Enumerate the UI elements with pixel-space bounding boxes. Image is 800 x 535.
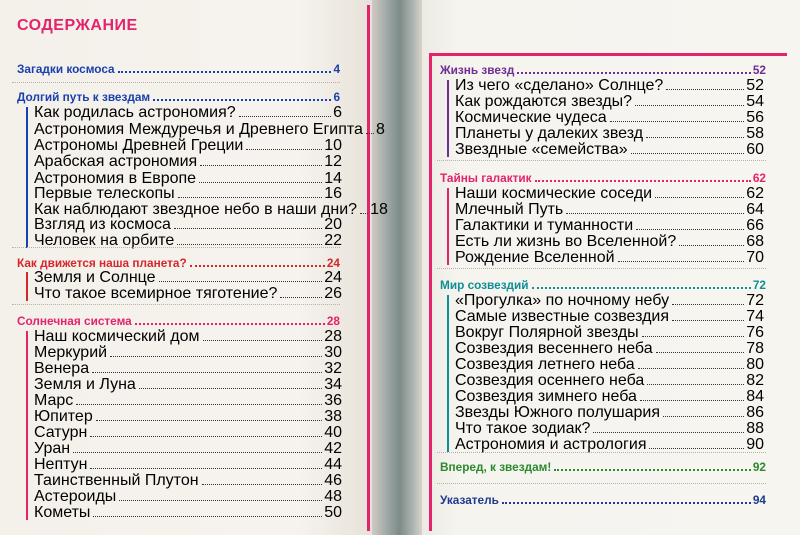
page-number: 54 [746, 93, 764, 110]
page-number: 80 [746, 356, 764, 373]
entry-title: Звезды Южного полушария [455, 404, 661, 421]
entry-title: Галактики и туманности [455, 217, 634, 234]
entry-title: Как родилась астрономия? [34, 104, 236, 121]
entry-title: Что такое всемирное тяготение? [34, 285, 278, 302]
page-number: 78 [746, 340, 764, 357]
contents-heading: СОДЕРЖАНИЕ [17, 17, 138, 34]
section-title: Указатель [440, 493, 499, 507]
dot-leader [203, 340, 323, 341]
entry-title: Из чего «сделано» Солнце? [455, 77, 664, 94]
dot-leader [190, 265, 325, 267]
dot-leader [110, 356, 322, 357]
page-number: 64 [746, 201, 764, 218]
entry-row [455, 111, 764, 125]
entry-row [455, 251, 764, 265]
entry-row [455, 143, 764, 157]
entry-title: Кометы [34, 504, 91, 521]
dot-leader [649, 448, 744, 449]
entry-row [34, 346, 342, 360]
entry-row [455, 310, 764, 324]
entry-row [34, 442, 342, 456]
dot-leader [566, 213, 744, 214]
page-number: 42 [324, 440, 342, 457]
dot-leader [177, 244, 322, 245]
section-row [440, 278, 766, 292]
page-number: 6 [333, 90, 340, 104]
entry-title: Рождение Вселенной [455, 249, 615, 266]
dot-leader [159, 281, 323, 282]
entry-row [34, 410, 342, 424]
page-number: 48 [324, 488, 342, 505]
section-divider [12, 247, 340, 248]
entry-row [34, 121, 385, 138]
entry-title: Вокруг Полярной звезды [455, 324, 639, 341]
entry-title: Венера [34, 360, 90, 377]
entry-row [34, 155, 342, 169]
dot-leader [246, 149, 322, 150]
section-side-bar [447, 80, 449, 157]
entry-row [34, 378, 342, 392]
dot-leader [647, 384, 744, 385]
section-divider [437, 452, 766, 453]
entry-row [34, 106, 342, 120]
entry-title: Меркурий [34, 344, 108, 361]
entry-row [34, 187, 342, 201]
entry-title: Что такое зодиак? [455, 420, 591, 437]
page-number: 10 [324, 137, 342, 154]
dot-leader [202, 484, 323, 485]
section-side-bar [447, 188, 449, 265]
page-number: 70 [746, 249, 764, 266]
entry-title: Астрономия Междуречья и Древнего Египта [34, 121, 363, 138]
entry-title: Астрономия в Европе [34, 170, 197, 187]
entry-row [34, 474, 342, 488]
entry-row [34, 139, 342, 153]
entry-title: Есть ли жизнь во Вселенной? [455, 233, 677, 250]
page-number: 74 [746, 308, 764, 325]
section-divider [437, 483, 766, 484]
entry-title: Как рождаются звезды? [455, 93, 633, 110]
section-title: Мир созвездий [440, 278, 529, 292]
dot-leader [153, 99, 331, 101]
dot-leader [656, 352, 745, 353]
section-title: Тайны галактик [440, 171, 532, 185]
entry-title: Как наблюдают звездное небо в наши дни? [34, 201, 358, 218]
page-number: 60 [746, 141, 764, 158]
page-number: 82 [746, 372, 764, 389]
dot-leader [174, 228, 322, 229]
entry-title: Арабская астрономия [34, 153, 198, 170]
book-spine [372, 0, 422, 535]
entry-row [34, 271, 342, 285]
entry-title: Самые известные созвездия [455, 308, 669, 325]
dot-leader [666, 89, 744, 90]
entry-row [455, 390, 764, 404]
entry-row [34, 490, 342, 504]
entry-row [34, 234, 342, 248]
page-number: 44 [324, 456, 342, 473]
entry-title: Таинственный Плутон [34, 472, 199, 489]
entry-title: Земля и Солнце [34, 269, 156, 286]
section-row [17, 90, 340, 104]
entry-row [455, 406, 764, 420]
page-number: 20 [324, 216, 342, 233]
dot-leader [135, 323, 325, 325]
entry-row [455, 326, 764, 340]
dot-leader [360, 213, 368, 214]
entry-row [34, 362, 342, 376]
dot-leader [92, 372, 322, 373]
entry-title: Астрономы Древней Греции [34, 137, 244, 154]
entry-title: «Прогулка» по ночному небу [455, 292, 670, 309]
page-number: 56 [746, 109, 764, 126]
page-number: 92 [752, 460, 766, 474]
page-number: 24 [326, 256, 340, 270]
page-number: 28 [326, 314, 340, 328]
dot-leader [642, 336, 745, 337]
entry-title: Млечный Путь [455, 201, 564, 218]
dot-leader [239, 116, 331, 117]
section-side-bar [26, 107, 28, 248]
dot-leader [636, 229, 744, 230]
page-number: 76 [746, 324, 764, 341]
entry-title: Звездные «семейства» [455, 141, 628, 158]
entry-row [34, 458, 342, 472]
page-number: 84 [746, 388, 764, 405]
dot-leader [640, 400, 744, 401]
page-number: 12 [324, 153, 342, 170]
section-divider [12, 82, 340, 83]
page-number: 38 [324, 408, 342, 425]
page-number: 68 [746, 233, 764, 250]
section-side-bar [26, 331, 28, 520]
entry-row [34, 426, 342, 440]
entry-title: Космические чудеса [455, 109, 607, 126]
page-number: 46 [324, 472, 342, 489]
entry-title: Марс [34, 392, 74, 409]
entry-title: Астероиды [34, 488, 117, 505]
entry-title: Планеты у далеких звезд [455, 125, 644, 142]
dot-leader [139, 388, 322, 389]
section-title: Как движется наша планета? [17, 256, 187, 270]
entry-row [34, 201, 388, 218]
page-number: 72 [746, 292, 764, 309]
dot-leader [532, 287, 751, 289]
section-title: Долгий путь к звездам [17, 90, 151, 104]
section-row [440, 171, 766, 185]
entry-title: Уран [34, 440, 71, 457]
section-divider [437, 160, 766, 161]
dot-leader [679, 245, 744, 246]
section-side-bar [26, 272, 28, 301]
section-title: Загадки космоса [17, 62, 115, 76]
dot-leader [554, 469, 751, 471]
dot-leader [672, 304, 744, 305]
page-number: 34 [324, 376, 342, 393]
dot-leader [90, 468, 322, 469]
entry-row [455, 95, 764, 109]
entry-row [34, 506, 342, 520]
page-number: 8 [375, 121, 385, 138]
dot-leader [593, 432, 744, 433]
section-row [17, 62, 340, 76]
page-number: 90 [746, 436, 764, 453]
dot-leader [618, 261, 745, 262]
entry-row [455, 187, 764, 201]
page-number: 18 [370, 201, 388, 218]
entry-row [455, 374, 764, 388]
entry-row [34, 172, 342, 186]
page-number: 62 [746, 185, 764, 202]
section-side-bar [447, 295, 449, 452]
entry-row [455, 342, 764, 356]
section-title: Солнечная система [17, 314, 132, 328]
dot-leader [118, 71, 332, 73]
entry-row [455, 358, 764, 372]
page-number: 16 [324, 185, 342, 202]
section-title: Вперед, к звездам! [440, 460, 552, 474]
section-row [440, 493, 766, 507]
entry-row [455, 127, 764, 141]
dot-leader [672, 320, 744, 321]
section-row [440, 460, 766, 474]
page-number: 36 [324, 392, 342, 409]
dot-leader [631, 153, 745, 154]
page-number: 58 [746, 125, 764, 142]
dot-leader [535, 180, 751, 182]
page-number: 50 [324, 504, 342, 521]
dot-leader [93, 516, 322, 517]
dot-leader [76, 404, 322, 405]
entry-row [34, 287, 342, 301]
dot-leader [635, 105, 744, 106]
dot-leader [119, 500, 322, 501]
page-number: 26 [324, 285, 342, 302]
dot-leader [663, 416, 744, 417]
section-row [17, 256, 340, 270]
entry-row [455, 294, 764, 308]
entry-title: Созвездия осеннего неба [455, 372, 645, 389]
entry-title: Нептун [34, 456, 88, 473]
dot-leader [655, 197, 744, 198]
section-divider [437, 268, 766, 269]
entry-row [34, 330, 342, 344]
entry-title: Взгляд из космоса [34, 216, 171, 233]
entry-row [34, 394, 342, 408]
entry-row [455, 438, 764, 452]
page-number: 52 [746, 77, 764, 94]
page-number: 94 [752, 493, 766, 507]
dot-leader [200, 165, 322, 166]
section-row [440, 63, 766, 77]
entry-row [455, 422, 764, 436]
entry-title: Созвездия весеннего неба [455, 340, 653, 357]
entry-title: Созвездия летнего неба [455, 356, 635, 373]
page-number: 4 [333, 62, 340, 76]
entry-row [455, 203, 764, 217]
page-number: 66 [746, 217, 764, 234]
dot-leader [502, 502, 751, 504]
dot-leader [638, 368, 745, 369]
entry-row [455, 219, 764, 233]
entry-title: Сатурн [34, 424, 88, 441]
page-number: 72 [752, 278, 766, 292]
section-divider [12, 304, 340, 305]
entry-title: Первые телескопы [34, 185, 175, 202]
dot-leader [73, 452, 322, 453]
page-number: 88 [746, 420, 764, 437]
page-number: 32 [324, 360, 342, 377]
section-row [17, 314, 340, 328]
entry-row [455, 235, 764, 249]
page-number: 52 [752, 63, 766, 77]
page-number: 62 [752, 171, 766, 185]
page-number: 30 [324, 344, 342, 361]
dot-leader [366, 133, 374, 134]
page-number: 6 [333, 104, 342, 121]
page-number: 22 [324, 232, 342, 249]
page-number: 14 [324, 170, 342, 187]
dot-leader [199, 182, 322, 183]
dot-leader [610, 121, 745, 122]
dot-leader [178, 197, 323, 198]
dot-leader [646, 137, 744, 138]
dot-leader [517, 72, 751, 74]
section-title: Жизнь звезд [440, 63, 515, 77]
page-number: 28 [324, 328, 342, 345]
dot-leader [96, 420, 322, 421]
entry-title: Наш космический дом [34, 328, 200, 345]
dot-leader [90, 436, 322, 437]
entry-row [34, 218, 342, 232]
entry-title: Созвездия зимнего неба [455, 388, 637, 405]
entry-title: Человек на орбите [34, 232, 175, 249]
entry-title: Юпитер [34, 408, 93, 425]
page-number: 40 [324, 424, 342, 441]
entry-title: Астрономия и астрология [455, 436, 647, 453]
entry-title: Наши космические соседи [455, 185, 653, 202]
page-number: 24 [324, 269, 342, 286]
page-number: 86 [746, 404, 764, 421]
entry-title: Земля и Луна [34, 376, 136, 393]
entry-row [455, 79, 764, 93]
dot-leader [280, 297, 322, 298]
